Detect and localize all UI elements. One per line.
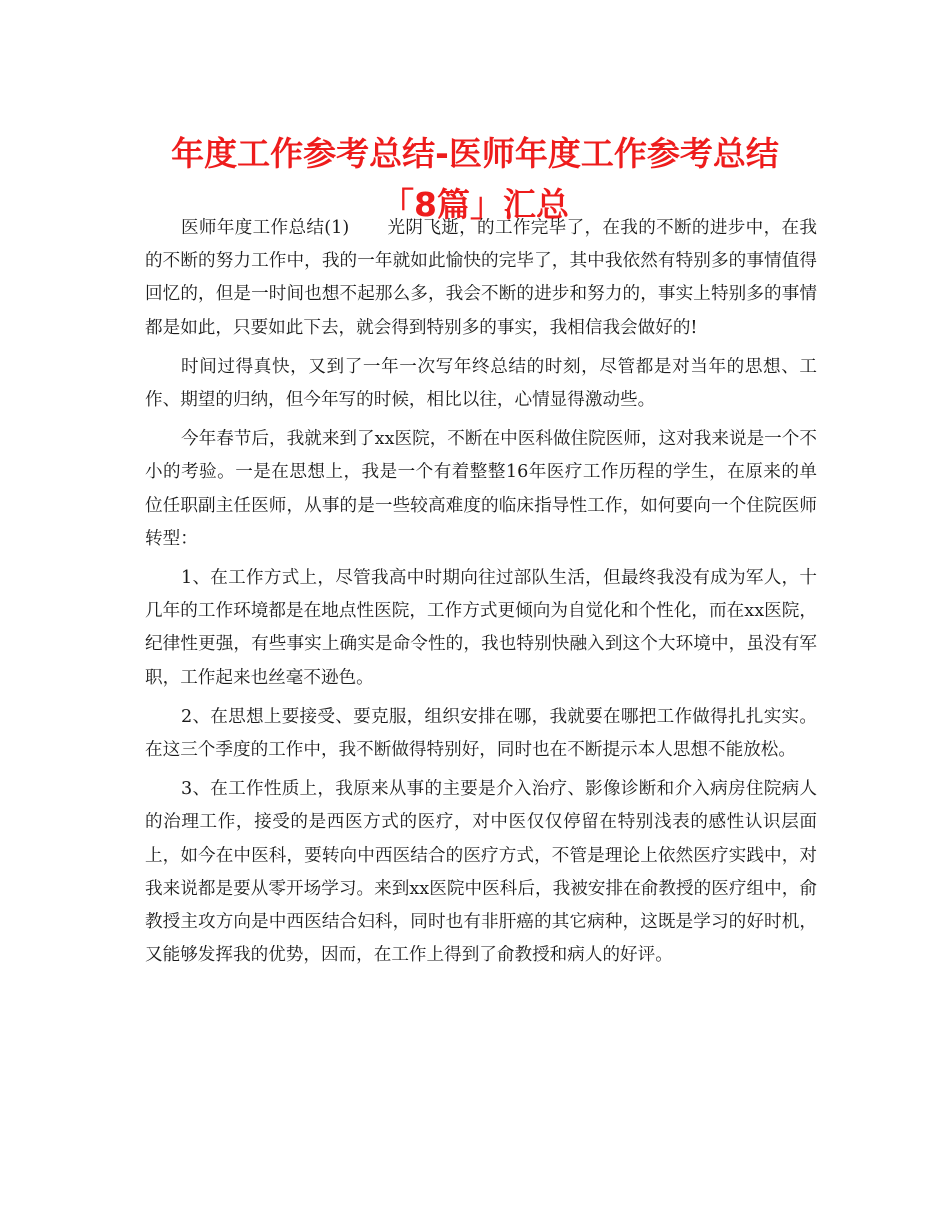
- paragraph-heading: 医师年度工作总结(1): [181, 218, 350, 238]
- paragraph-text: 光阴飞逝，的工作完毕了，在我的不断的进步中，在我的不断的努力工作中，我的一年就如此愉快的完毕了，其中我依然有特别多的事情值得回忆的，但是一时间也想不起那么多，我会不断的进步和努力的，事实上特别多的事情都是如此，只要如此下去，就会得到特别多的事实，我相信我会做好的!: [145, 218, 817, 338]
- paragraph-1: [145, 212, 817, 345]
- document-title: 年度工作参考总结-医师年度工作参考总结「8篇」汇总: [171, 134, 779, 224]
- paragraph-2: 时间过得真快，又到了一年一次写年终总结的时刻，尽管都是对当年的思想、工作、期望的归纳，但今年写的时候，相比以往，心情显得激动些。: [145, 356, 817, 411]
- paragraph-3: 今年春节后，我就来到了xx医院，不断在中医科做住院医师，这对我来说是一个不小的考验。一是在思想上，我是一个有着整整16年医疗工作历程的学生，在原来的单位任职副主任医师，从事的是一些较高难度的临床指导性工作，如何要向一个住院医师转型：: [145, 429, 817, 549]
- paragraph-6: 3、在工作性质上，我原来从事的主要是介入治疗、影像诊断和介入病房住院病人的治理工作，接受的是西医方式的医疗，对中医仅仅停留在特别浅表的感性认识层面上，如今在中医科，要转向中西医结合的医疗方式，不管是理论上依然医疗实践中，对我来说都是要从零开场学习。来到xx医院中医科后，我被安排在俞教授的医疗组中，俞教授主攻方向是中西医结合妇科，同时也有非肝癌的其它病种，这既是学习的好时机，又能够发挥我的优势，因而，在工作上得到了俞教授和病人的好评。: [145, 779, 817, 966]
- paragraph-4: 1、在工作方式上，尽管我高中时期向往过部队生活，但最终我没有成为军人，十几年的工作环境都是在地点性医院，工作方式更倾向为自觉化和个性化，而在xx医院，纪律性更强，有些事实上确实是命令性的，我也特别快融入到这个大环境中，虽没有军职，工作起来也丝毫不逊色。: [145, 568, 817, 688]
- document-body: [145, 212, 817, 978]
- paragraph-5: 2、在思想上要接受、要克服，组织安排在哪，我就要在哪把工作做得扎扎实实。在这三个季度的工作中，我不断做得特别好，同时也在不断提示本人思想不能放松。: [145, 706, 817, 761]
